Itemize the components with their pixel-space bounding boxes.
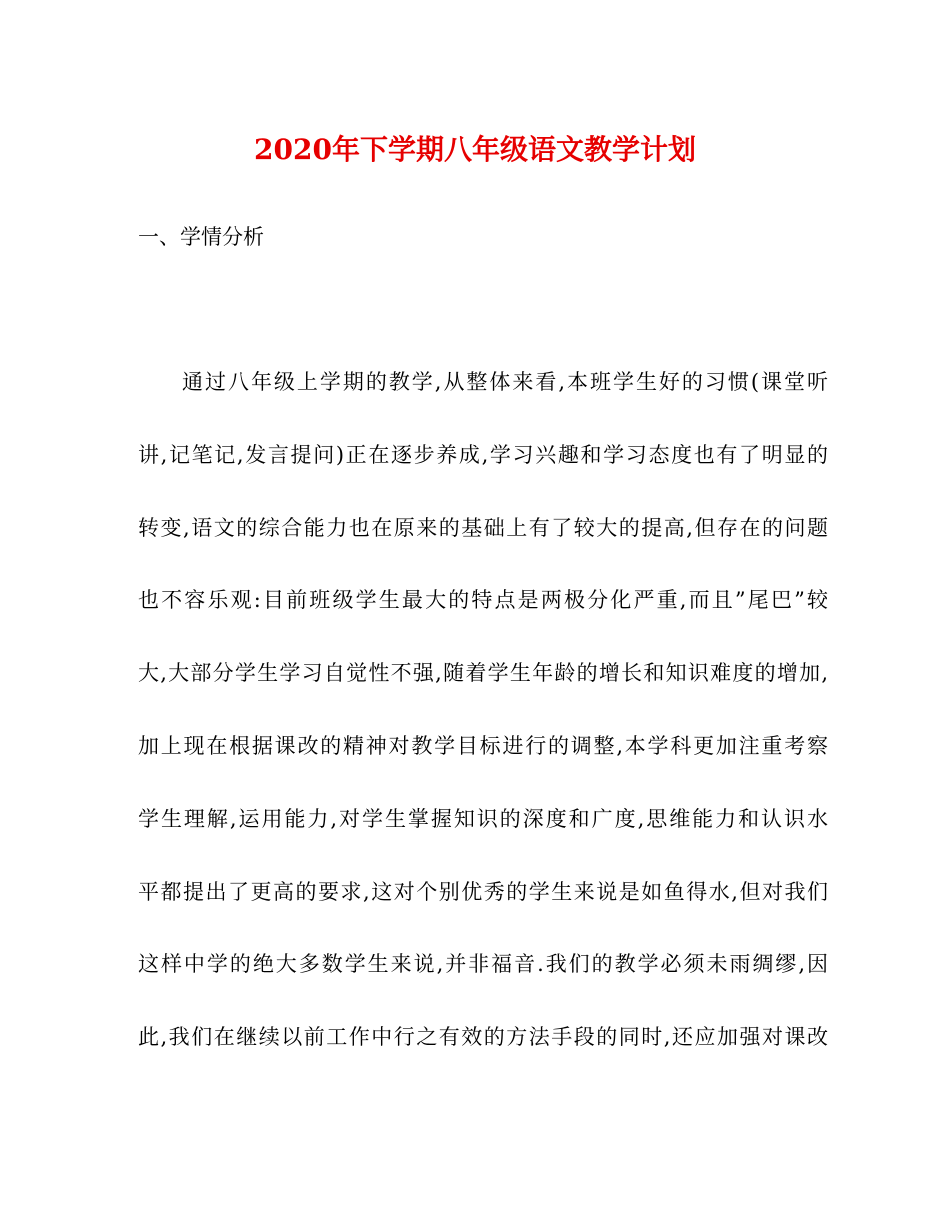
paragraph-line: 这样中学的绝大多数学生来说,并非福音.我们的教学必须未雨绸缪,因 — [138, 952, 828, 977]
section-heading: 一、学情分析 — [138, 225, 264, 249]
paragraph-line: 也不容乐观:目前班级学生最大的特点是两极分化严重,而且”尾巴”较 — [138, 588, 828, 613]
paragraph-line: 学生理解,运用能力,对学生掌握知识的深度和广度,思维能力和认识水 — [138, 806, 828, 831]
paragraph-line: 加上现在根据课改的精神对教学目标进行的调整,本学科更加注重考察 — [138, 733, 828, 758]
paragraph-line: 大,大部分学生学习自觉性不强,随着学生年龄的增长和知识难度的增加, — [138, 661, 828, 686]
body-paragraph — [138, 362, 828, 1090]
paragraph-line: 转变,语文的综合能力也在原来的基础上有了较大的提高,但存在的问题 — [138, 515, 828, 540]
paragraph-line: 此,我们在继续以前工作中行之有效的方法手段的同时,还应加强对课改 — [138, 1025, 828, 1050]
paragraph-line: 平都提出了更高的要求,这对个别优秀的学生来说是如鱼得水,但对我们 — [138, 879, 828, 904]
paragraph-line: 讲,记笔记,发言提问)正在逐步养成,学习兴趣和学习态度也有了明显的 — [138, 442, 828, 467]
document-title: 2020年下学期八年级语文教学计划 — [254, 133, 696, 166]
paragraph-line: 通过八年级上学期的教学,从整体来看,本班学生好的习惯(课堂听 — [182, 370, 828, 394]
